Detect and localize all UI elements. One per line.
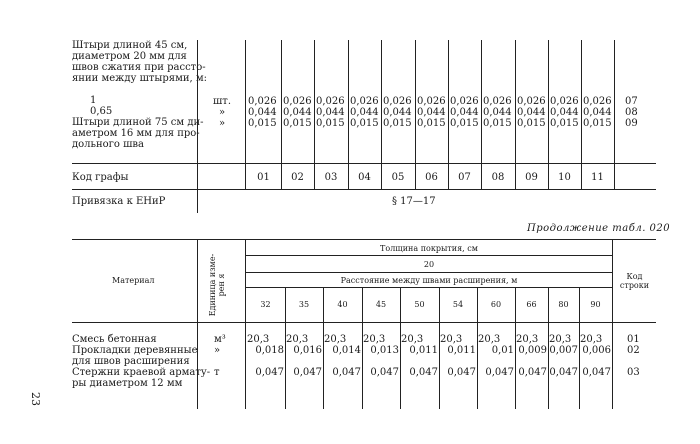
- value-cell: 0,011: [409, 345, 438, 356]
- rule: [72, 239, 656, 240]
- value-cell: 0,011: [447, 345, 476, 356]
- spacing-cell: 60: [490, 300, 502, 309]
- value-cell: 20,3: [247, 334, 270, 345]
- graph-code-cell: 08: [491, 172, 505, 183]
- rule: [581, 40, 582, 190]
- rule: [448, 40, 449, 190]
- spacing-cell: 90: [590, 300, 601, 309]
- spacing-cell: 80: [558, 300, 569, 309]
- page-number: 23: [29, 392, 42, 406]
- value-cell: 0,047: [549, 367, 578, 378]
- rule: [481, 40, 482, 190]
- spacing-cell: 40: [337, 300, 348, 309]
- upper-value-cell: 0,044: [517, 107, 546, 118]
- graph-code-cell: 06: [425, 172, 438, 183]
- upper-value-cell: 0,026: [450, 96, 479, 107]
- value-cell: 0,047: [370, 367, 399, 378]
- upper-row-code: 07: [625, 96, 638, 107]
- graph-code-cell: 02: [291, 172, 304, 183]
- value-cell: 20,3: [324, 334, 347, 345]
- upper-row-code: 08: [625, 107, 638, 118]
- value-cell: 0,016: [293, 345, 322, 356]
- thickness-value: 20: [423, 260, 435, 269]
- upper-unit: »: [219, 107, 226, 118]
- upper-value-cell: 0,015: [550, 118, 579, 129]
- upper-value-cell: 0,015: [517, 118, 546, 129]
- upper-material-line: аметром 16 мм для про-: [72, 128, 200, 139]
- rule: [314, 40, 315, 190]
- upper-value-cell: 0,015: [316, 118, 345, 129]
- value-cell: 0,047: [409, 367, 438, 378]
- material-row-label: Прокладки деревянные: [72, 345, 198, 356]
- value-cell: 0,047: [255, 367, 284, 378]
- value-cell: 20,3: [440, 334, 463, 345]
- graph-code-cell: 09: [525, 172, 538, 183]
- graph-code-cell: 11: [591, 172, 604, 183]
- row-code-cell: 01: [627, 334, 640, 345]
- upper-value-cell: 0,044: [283, 107, 312, 118]
- value-cell: 0,018: [255, 345, 284, 356]
- upper-value-cell: 0,015: [248, 118, 277, 129]
- rule: [246, 255, 612, 256]
- enir-label: Привязка к ЕНиР: [72, 196, 166, 207]
- upper-value-cell: 0,015: [417, 118, 446, 129]
- upper-value-cell: 0,044: [350, 107, 379, 118]
- material-row-label: для швов расширения: [72, 356, 190, 367]
- continuation-title: Продолжение табл. 020: [527, 223, 671, 234]
- unit-cell: м³: [214, 334, 226, 345]
- upper-value-cell: 0,026: [316, 96, 345, 107]
- upper-unit: »: [219, 118, 226, 129]
- rule: [246, 287, 612, 288]
- upper-value-cell: 0,026: [550, 96, 579, 107]
- rule: [381, 40, 382, 190]
- upper-value-cell: 0,026: [417, 96, 446, 107]
- rule: [415, 40, 416, 190]
- upper-material-line: диаметром 20 мм для: [72, 51, 187, 62]
- material-header: Материал: [112, 276, 155, 285]
- unit-cell: »: [214, 345, 221, 356]
- value-cell: 0,047: [518, 367, 547, 378]
- upper-material-line: 0,65: [90, 106, 113, 117]
- upper-row-code: 09: [625, 118, 638, 129]
- graph-code-cell: 01: [257, 172, 270, 183]
- upper-value-cell: 0,026: [583, 96, 612, 107]
- upper-value-cell: 0,026: [350, 96, 379, 107]
- spacing-cell: 32: [260, 300, 271, 309]
- value-cell: 20,3: [580, 334, 603, 345]
- value-cell: 0,01: [491, 345, 514, 356]
- upper-value-cell: 0,026: [248, 96, 277, 107]
- code-header: Код строки: [619, 272, 650, 290]
- rule: [614, 40, 615, 190]
- value-cell: 0,047: [293, 367, 322, 378]
- upper-material-line: дольного шва: [72, 139, 144, 150]
- graph-code-cell: 07: [458, 172, 471, 183]
- material-row-label: Смесь бетонная: [72, 334, 157, 345]
- rule: [612, 239, 613, 409]
- value-cell: 20,3: [286, 334, 309, 345]
- graph-code-cell: 05: [391, 172, 405, 183]
- upper-material-line: Штыри длиной 45 см,: [72, 40, 188, 51]
- spacing-cell: 54: [452, 300, 464, 309]
- spacing-header: Расстояние между швами расширения, м: [340, 276, 518, 285]
- rule: [197, 239, 198, 409]
- rule: [246, 272, 612, 273]
- value-cell: 0,047: [447, 367, 476, 378]
- value-cell: 0,006: [582, 345, 611, 356]
- rule: [197, 40, 198, 213]
- spacing-cell: 35: [298, 300, 310, 309]
- value-cell: 0,009: [518, 345, 547, 356]
- upper-value-cell: 0,015: [283, 118, 312, 129]
- graph-code-cell: 03: [324, 172, 338, 183]
- upper-value-cell: 0,044: [316, 107, 345, 118]
- enir-reference: § 17—17: [392, 196, 436, 207]
- upper-value-cell: 0,026: [517, 96, 546, 107]
- value-cell: 20,3: [478, 334, 501, 345]
- upper-value-cell: 0,044: [450, 107, 479, 118]
- rule: [72, 189, 656, 190]
- row-code-cell: 03: [627, 367, 640, 378]
- kod-grafy-label: Код графы: [72, 172, 129, 183]
- value-cell: 0,047: [332, 367, 361, 378]
- spacing-cell: 50: [414, 300, 425, 309]
- upper-value-cell: 0,026: [483, 96, 512, 107]
- upper-value-cell: 0,015: [350, 118, 379, 129]
- upper-value-cell: 0,015: [450, 118, 479, 129]
- row-code-cell: 02: [627, 345, 640, 356]
- value-cell: 0,013: [370, 345, 399, 356]
- upper-unit: шт.: [213, 96, 232, 107]
- spacing-cell: 45: [375, 300, 387, 309]
- value-cell: 0,014: [332, 345, 361, 356]
- upper-value-cell: 0,044: [248, 107, 277, 118]
- material-row-label: Стержни краевой армату-: [72, 367, 211, 378]
- rule: [515, 40, 516, 190]
- upper-value-cell: 0,044: [583, 107, 612, 118]
- graph-code-cell: 04: [358, 172, 371, 183]
- unit-cell: т: [214, 367, 220, 378]
- rule: [72, 322, 656, 323]
- upper-value-cell: 0,015: [483, 118, 512, 129]
- upper-value-cell: 0,044: [550, 107, 579, 118]
- material-row-label: ры диаметром 12 мм: [72, 378, 183, 389]
- upper-value-cell: 0,015: [383, 118, 412, 129]
- upper-value-cell: 0,026: [283, 96, 312, 107]
- upper-material-line: швов сжатия при рассто-: [72, 62, 206, 73]
- value-cell: 20,3: [549, 334, 572, 345]
- graph-code-cell: 10: [558, 172, 571, 183]
- value-cell: 0,007: [549, 345, 578, 356]
- rule: [548, 40, 549, 190]
- value-cell: 20,3: [401, 334, 424, 345]
- upper-value-cell: 0,015: [583, 118, 612, 129]
- value-cell: 0,047: [485, 367, 514, 378]
- spacing-cell: 66: [526, 300, 537, 309]
- thickness-header: Толщина покрытия, см: [380, 244, 478, 253]
- upper-value-cell: 0,044: [383, 107, 412, 118]
- rule: [281, 40, 282, 190]
- upper-value-cell: 0,026: [383, 96, 412, 107]
- rule: [348, 40, 349, 190]
- upper-material-line: 1: [90, 95, 97, 106]
- upper-material-line: янии между штырями, м:: [72, 73, 208, 84]
- unit-header: Единица изме- рен я: [208, 253, 226, 317]
- value-cell: 0,047: [582, 367, 611, 378]
- value-cell: 20,3: [363, 334, 386, 345]
- value-cell: 20,3: [516, 334, 539, 345]
- rule: [72, 163, 656, 164]
- upper-value-cell: 0,044: [483, 107, 512, 118]
- upper-material-line: Штыри длиной 75 см ди-: [72, 117, 204, 128]
- upper-value-cell: 0,044: [417, 107, 446, 118]
- rule: [245, 40, 246, 190]
